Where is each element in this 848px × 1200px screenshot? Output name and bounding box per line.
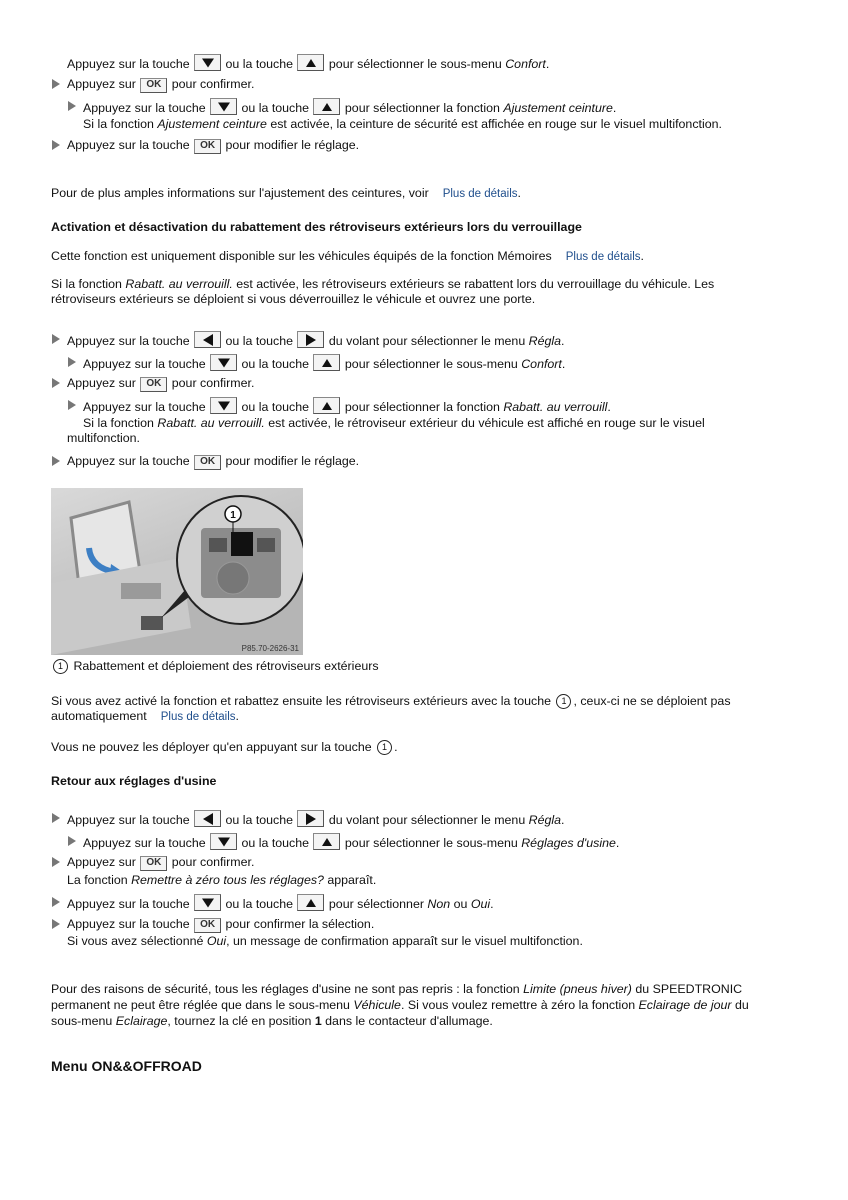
text: Appuyez sur — [67, 376, 140, 390]
text: du volant pour sélectionner le menu — [325, 813, 529, 827]
up-key-icon — [313, 833, 340, 850]
text: ou la touche — [222, 897, 297, 911]
bullet-icon — [52, 456, 60, 466]
text: . — [561, 813, 565, 827]
text: pour sélectionner le sous-menu — [341, 836, 522, 850]
instruction-step — [67, 76, 254, 93]
text: Si la fonction — [51, 277, 126, 291]
text: pour confirmer. — [168, 77, 255, 91]
text: . — [607, 400, 611, 414]
instruction-note — [67, 933, 583, 949]
left-key-icon — [194, 810, 221, 827]
paragraph — [51, 276, 714, 292]
text: pour sélectionner la fonction — [341, 101, 504, 115]
text: . — [640, 249, 644, 263]
text: . — [545, 57, 550, 71]
up-key-icon — [313, 397, 340, 414]
text: apparaît. — [323, 873, 377, 887]
paragraph — [51, 185, 521, 202]
circled-number-icon: 1 — [377, 740, 392, 755]
text: du volant pour sélectionner le menu — [325, 334, 529, 348]
text: Cette fonction est uniquement disponible sur les véhicules équipés de la fonction Mémoires — [51, 249, 552, 263]
figure-caption — [51, 658, 379, 674]
text: pour sélectionner la fonction — [341, 400, 504, 414]
instruction-step — [67, 331, 565, 349]
instruction-step — [67, 453, 359, 470]
text: pour confirmer. — [168, 855, 255, 869]
italic-term: Régla — [528, 813, 562, 827]
bullet-icon — [52, 813, 60, 823]
text: ou la touche — [238, 836, 313, 850]
ok-key-icon: OK — [140, 856, 167, 871]
italic-term: Remettre à zéro tous les réglages? — [131, 873, 324, 887]
text: Appuyez sur la touche — [67, 917, 194, 931]
text: Pour des raisons de sécurité, tous les réglages d'usine ne sont pas repris : la fonction — [51, 982, 524, 996]
text: Vous ne pouvez les déployer qu'en appuyant sur la touche — [51, 740, 376, 754]
ok-key-icon: OK — [194, 139, 221, 154]
text: automatiquement — [51, 709, 147, 723]
italic-term: Réglages d'usine — [521, 836, 616, 850]
paragraph — [51, 981, 742, 997]
instruction-substep — [83, 98, 616, 116]
italic-term: Ajustement ceinture — [157, 117, 267, 131]
text: Si la fonction — [83, 416, 158, 430]
italic-term: Eclairage de jour — [638, 998, 732, 1012]
down-key-icon — [210, 354, 237, 371]
text: ou la touche — [222, 813, 297, 827]
paragraph — [51, 1013, 493, 1029]
text: pour sélectionner — [325, 897, 428, 911]
text: du — [731, 998, 749, 1012]
text: pour sélectionner le sous-menu — [341, 357, 522, 371]
paragraph — [51, 708, 239, 725]
text: pour modifier le réglage. — [222, 454, 360, 468]
text: Appuyez sur la touche — [67, 57, 194, 71]
text: Si vous avez activé la fonction et rabattez ensuite les rétroviseurs extérieurs avec la touche — [51, 694, 555, 708]
italic-term: Rabatt. au verrouill. — [125, 277, 233, 291]
instruction-step — [67, 810, 565, 828]
down-key-icon — [194, 894, 221, 911]
bullet-icon — [68, 101, 76, 111]
text: . Si vous voulez remettre à zéro la fonction — [400, 998, 639, 1012]
text: , tournez la clé en position — [167, 1014, 315, 1028]
bold-text: 1 — [314, 1014, 322, 1028]
paragraph — [51, 291, 535, 307]
italic-term: Rabatt. au verrouill. — [157, 416, 265, 430]
instruction-substep — [83, 833, 619, 851]
bullet-icon — [68, 400, 76, 410]
more-details-link[interactable]: Plus de détails — [160, 711, 236, 723]
text: Appuyez sur — [67, 77, 140, 91]
paragraph — [51, 739, 398, 755]
instruction-step — [67, 137, 359, 154]
text: ou la touche — [222, 57, 297, 71]
ok-key-icon: OK — [140, 377, 167, 392]
text: Appuyez sur la touche — [67, 897, 194, 911]
text: . — [394, 740, 398, 754]
italic-term: Ajustement ceinture — [503, 101, 613, 115]
instruction-note — [67, 430, 140, 446]
text: permanent ne peut être réglée que dans le sous-menu — [51, 998, 354, 1012]
text: est activée, le rétroviseur extérieur du véhicule est affiché en rouge sur le visuel — [264, 416, 705, 430]
up-key-icon — [297, 894, 324, 911]
text: La fonction — [67, 873, 132, 887]
text: Appuyez sur la touche — [67, 454, 194, 468]
paragraph — [51, 248, 644, 265]
bullet-icon — [52, 334, 60, 344]
text: . — [615, 836, 620, 850]
more-details-link[interactable]: Plus de détails — [442, 188, 518, 200]
text: Appuyez sur la touche — [83, 101, 210, 115]
text: pour modifier le réglage. — [222, 138, 360, 152]
section-heading — [51, 773, 216, 789]
italic-term: Régla — [528, 334, 562, 348]
text: sous-menu — [51, 1014, 116, 1028]
text: ou — [450, 897, 471, 911]
right-key-icon — [297, 810, 324, 827]
text: Appuyez sur la touche — [83, 400, 210, 414]
bullet-icon — [52, 897, 60, 907]
figure-callout: 1 — [230, 510, 236, 521]
italic-term: Non — [427, 897, 451, 911]
instruction-step — [67, 854, 254, 871]
instruction-line — [67, 54, 549, 72]
italic-term: Oui — [206, 934, 227, 948]
bullet-icon — [68, 836, 76, 846]
down-key-icon — [194, 54, 221, 71]
instruction-step — [67, 916, 374, 933]
text: pour confirmer. — [168, 376, 255, 390]
instruction-note — [83, 415, 705, 431]
text: pour confirmer la sélection. — [222, 917, 375, 931]
text: ou la touche — [222, 334, 297, 348]
instruction-step — [67, 894, 494, 912]
bold-text: Retour aux réglages d'usine — [51, 774, 217, 788]
text: Si la fonction — [83, 117, 158, 131]
italic-term: Rabatt. au verrouill — [503, 400, 608, 414]
up-key-icon — [313, 354, 340, 371]
text: , un message de confirmation apparaît sur le visuel multifonction. — [226, 934, 583, 948]
instruction-substep — [83, 397, 611, 415]
bullet-icon — [52, 919, 60, 929]
circled-number-icon: 1 — [53, 659, 68, 674]
figure-code: P85.70-2626-31 — [241, 644, 299, 653]
text: rétroviseurs extérieurs se déploient si vous déverrouillez le véhicule et ouvrez une porte. — [51, 292, 536, 306]
instruction-note — [67, 872, 376, 888]
italic-term: Confort — [505, 57, 546, 71]
bullet-icon — [52, 378, 60, 388]
italic-term: Véhicule — [353, 998, 401, 1012]
text: du SPEEDTRONIC — [631, 982, 743, 996]
text: ou la touche — [238, 400, 313, 414]
text: . — [561, 334, 565, 348]
text: Appuyez sur la touche — [83, 357, 210, 371]
instruction-substep — [83, 354, 565, 372]
text: multifonction. — [67, 431, 141, 445]
ok-key-icon: OK — [194, 918, 221, 933]
italic-term: Oui — [470, 897, 491, 911]
menu-heading — [51, 1058, 202, 1075]
text: ou la touche — [238, 101, 313, 115]
italic-term: Eclairage — [115, 1014, 168, 1028]
text: , ceux-ci ne se déploient pas — [573, 694, 731, 708]
text: . — [490, 897, 494, 911]
text: est activée, les rétroviseurs extérieurs se rabattent lors du verrouillage du véhicule. Les — [232, 277, 715, 291]
italic-term: Confort — [521, 357, 562, 371]
bold-text: Activation et désactivation du rabattement des rétroviseurs extérieurs lors du verrouillage — [51, 220, 582, 234]
italic-term: Limite (pneus hiver) — [523, 982, 632, 996]
text: Rabattement et déploiement des rétroviseurs extérieurs — [70, 659, 379, 673]
up-key-icon — [313, 98, 340, 115]
up-key-icon — [297, 54, 324, 71]
bullet-icon — [68, 357, 76, 367]
text: est activée, la ceinture de sécurité est affichée en rouge sur le visuel multifonction. — [266, 117, 722, 131]
text: Pour de plus amples informations sur l'ajustement des ceintures, voir — [51, 186, 429, 200]
down-key-icon — [210, 98, 237, 115]
text: Appuyez sur la touche — [67, 813, 194, 827]
left-key-icon — [194, 331, 221, 348]
ok-key-icon: OK — [140, 78, 167, 93]
text: dans le contacteur d'allumage. — [321, 1014, 493, 1028]
paragraph — [51, 693, 731, 709]
instruction-step — [67, 375, 254, 392]
bullet-icon — [52, 857, 60, 867]
section-heading — [51, 219, 582, 235]
paragraph — [51, 997, 749, 1013]
text: . — [561, 357, 566, 371]
bullet-icon — [52, 79, 60, 89]
text: . — [612, 101, 617, 115]
text: pour sélectionner le sous-menu — [325, 57, 506, 71]
text: Appuyez sur la touche — [83, 836, 210, 850]
text: Appuyez sur — [67, 855, 140, 869]
text: Si vous avez sélectionné — [67, 934, 207, 948]
ok-key-icon: OK — [194, 455, 221, 470]
text: Appuyez sur la touche — [67, 138, 194, 152]
right-key-icon — [297, 331, 324, 348]
down-key-icon — [210, 397, 237, 414]
down-key-icon — [210, 833, 237, 850]
more-details-link[interactable]: Plus de détails — [565, 251, 641, 263]
text: ou la touche — [238, 357, 313, 371]
mirror-switch-illustration — [51, 488, 303, 655]
text: Appuyez sur la touche — [67, 334, 194, 348]
circled-number-icon: 1 — [556, 694, 571, 709]
text: . — [235, 709, 239, 723]
text: . — [517, 186, 521, 200]
heading-text: Menu ON&&OFFROAD — [51, 1058, 202, 1074]
bullet-icon — [52, 140, 60, 150]
instruction-note — [83, 116, 722, 132]
